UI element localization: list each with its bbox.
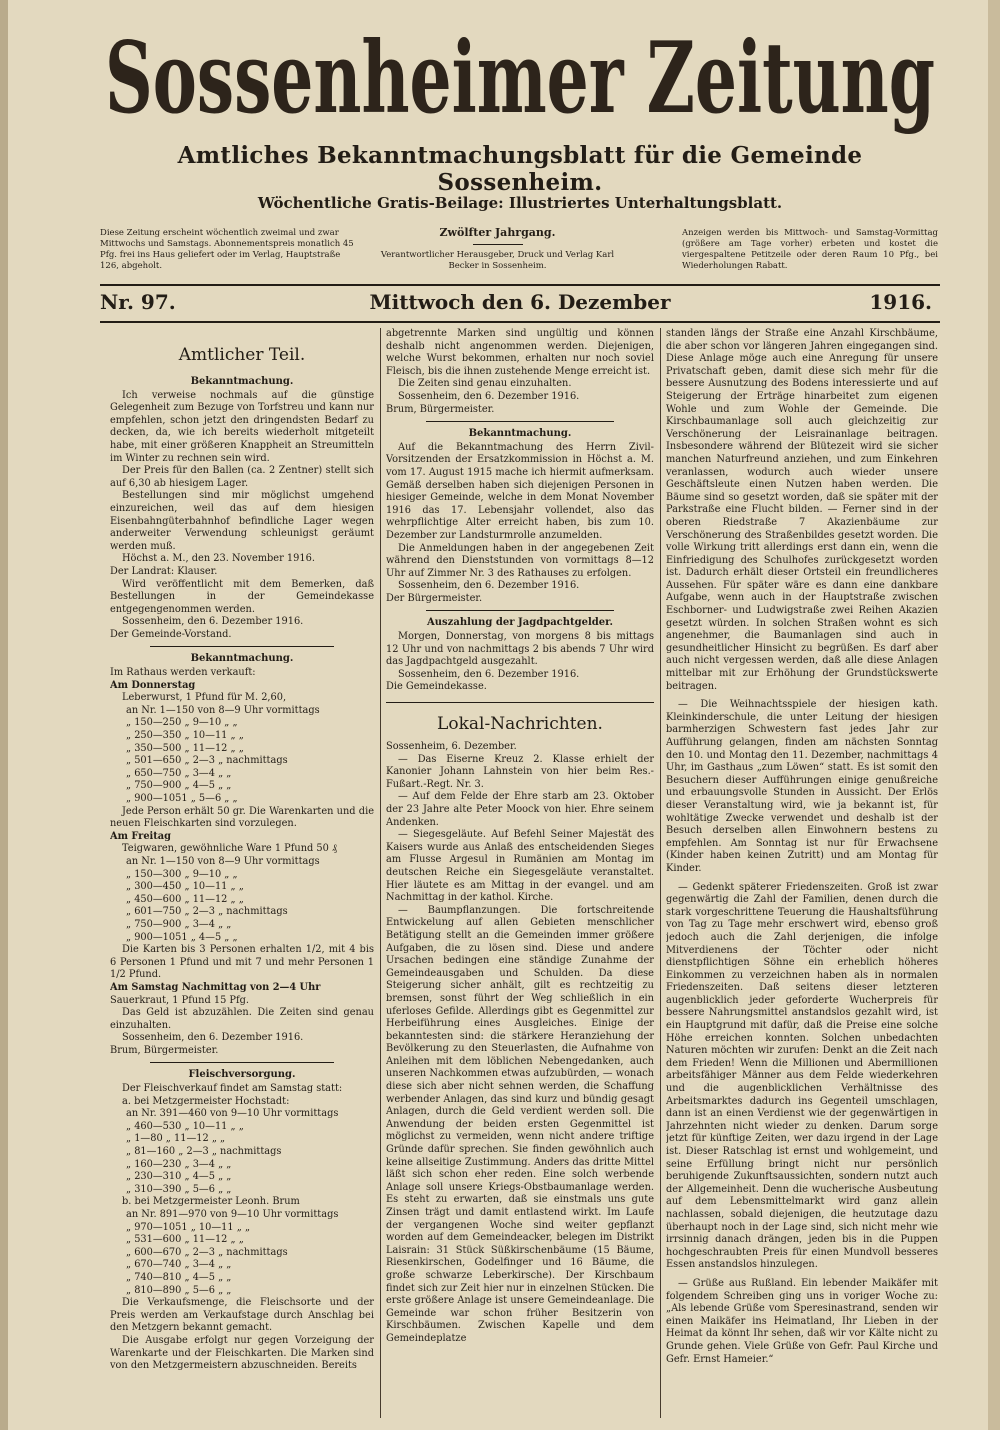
schedule-row: an Nr. 1—150 von 8—9 Uhr vormittags	[126, 855, 320, 867]
news-item: — Baumpflanzungen. Die fortschreitende Entwickelung auf allen Gebieten menschlicher Betätigung stellt an die Gemeinden immer größere Aufgaben, die zu lösen sind. Diese und andere Ursachen bedingen eine ständige Zunahme der Gemeindeausgaben und Schulden. Da diese Steigerung sicher anhält, gilt es rechtzeitig zu bremsen, sonst führt der Weg schließlich in ein uferloses Gefilde. Allerdings gibt es Gegenmittel zur Herbeiführung eines Ausgleiches. Einige der bekanntesten sind: die stärkere Heranziehung der Bevölkerung zu den Steuerlasten, die Aufnahme von Anleihen mit dem löblichen Nebengedanken, auch unseren Nachkommen etwas aufzubürden, — wonach diese sich aber nicht sehnen werden, die Schaffung werbender Anlagen, das sind kurz und bündig gesagt Anlagen, durch die Geld verdient werden soll. Die Anwendung der beiden ersten Gegenmittel ist möglichst zu vermeiden, wenn nicht andere triftige Gründe dafür sprechen. Sie finden gewöhnlich auch keine allseitige Zustimmung. Anders das dritte Mittel läßt sich schon eher reden. Eine solch werbende Anlage soll unsere Kriegs-Obstbaumanlage werden. Es steht zu erwarten, daß sie einstmals uns gute Zinsen trägt und damit entlastend wirkt. Im Laufe der vergangenen Woche sind weiter gepflanzt worden auf dem Gemeindeacker, belegen im Distrikt Laisrain: 31 Stück Süßkirschenbäume (15 Bäume, Riesenkirschen, Godelfinger und 16 Bäume, die große schwarze Leberkirsche). Der Kirschbaum findet sich zur Zeit hier nur in einzelnen Stücken. Die erste größere Anlage ist unsere Gemeindeanlage. Die Gemeinde war schon früher Besitzerin von Kirschbäumen. Zwischen Kapelle und dem Gemeindeplatze	[386, 904, 654, 1344]
dateline	[100, 290, 940, 320]
notice-heading: Bekanntmachung.	[190, 653, 294, 665]
notice-paragraph: Die Verkaufsmenge, die Fleischsorte und der Preis werden am Verkaufstage durch Anschlag bei den Metzgern bekannt gemacht.	[110, 1297, 374, 1334]
notice-paragraph: Die Karten bis 3 Personen erhalten 1/2, mit 4 bis 6 Personen 1 Pfund und mit 7 und mehr Personen 1 1/2 Pfund.	[110, 944, 374, 981]
notice-day: Am Samstag Nachmittag von 2—4 Uhr	[110, 981, 321, 993]
page-edge-right	[988, 0, 1000, 1430]
schedule-list-hochstadt	[110, 1108, 374, 1196]
notice-day: Am Donnerstag	[110, 679, 196, 691]
news-item: — Auf dem Felde der Ehre starb am 23. Oktober der 23 Jahre alte Peter Moock von hier. Ehre seinem Andenken.	[386, 791, 654, 828]
notice-separator	[426, 421, 614, 422]
notice-signature: Brum, Bürgermeister.	[110, 1044, 219, 1056]
schedule-row: „ 810—890 „ 5—6 „ „	[126, 1284, 232, 1296]
notice-paragraph: Die Ausgabe erfolgt nur gegen Vorzeigung der Warenkarte und der Fleischkarten. Die Marken sind von den Metzgermeistern abzuschneiden. Bereits	[110, 1334, 374, 1372]
schedule-row: „ 150—300 „ 9—10 „ „	[126, 868, 238, 880]
notice-place: Sossenheim, den 6. Dezember 1916.	[398, 580, 580, 592]
section-lokal-nachrichten: Lokal-Nachrichten.	[437, 714, 603, 735]
schedule-row: an Nr. 1—150 von 8—9 Uhr vormittags	[126, 704, 320, 716]
news-dateline: Sossenheim, 6. Dezember.	[386, 741, 517, 753]
news-item: — Grüße aus Rußland. Ein lebender Maikäfer mit folgendem Schreiben ging uns in voriger Woche zu: „Als lebende Grüße vom Speresinastrand, senden wir einen Maikäfer ins Heimatland, Ihr Lieben in der Heimat da könnt Ihr sehen, daß wir vor Kälte nicht zu Grunde gehen. Viele Grüße von Gefr. Paul Kirche und Gefr. Ernst Hameier.“	[666, 1277, 938, 1365]
schedule-row: „ 900—1051 „ 4—5 „ „	[126, 931, 238, 943]
news-item: — Siegesgeläute. Auf Befehl Seiner Majestät des Kaisers wurde aus Anlaß des entscheidenden Sieges am Flusse Argesul in Rumänien am Montag im deutschen Reiche ein Siegesgeläute veranstaltet. Hier läutete es am Mittag in der evangel. und am Nachmittag in der kathol. Kirche.	[386, 829, 654, 904]
notice-paragraph: Morgen, Donnerstag, von morgens 8 bis mittags 12 Uhr und von nachmittags 2 bis abends 7 Uhr wird das Jagdpachtgeld ausgezahlt.	[386, 631, 654, 668]
notice-paragraph: abgetrennte Marken sind ungültig und können deshalb nicht angenommen werden. Diejenigen, welche Wurst bekommen, erhalten nur noch soviel Fleisch, bis die ihnen zustehende Menge erreicht ist.	[386, 328, 654, 377]
notice-place: Höchst a. M., den 23. November 1916.	[122, 553, 315, 565]
notice-signature: Der Bürgermeister.	[386, 592, 483, 604]
notice-paragraph: Wird veröffentlicht mit dem Bemerken, daß Bestellungen in der Gemeindekasse entgegengenommen werden.	[110, 578, 374, 615]
schedule-row: „ 160—230 „ 3—4 „ „	[126, 1158, 232, 1170]
info-jahrgang: Zwölfter Jahrgang.	[439, 226, 556, 239]
schedule-row: „ 150—250 „ 9—10 „ „	[126, 717, 238, 729]
masthead-title-svg	[100, 16, 940, 136]
notice-place: Sossenheim, den 6. Dezember 1916.	[122, 1032, 304, 1044]
schedule-row: „ 670—740 „ 3—4 „ „	[126, 1259, 232, 1271]
notice-place: Sossenheim, den 6. Dezember 1916.	[398, 390, 580, 402]
notice-signature: Die Gemeindekasse.	[386, 681, 487, 693]
notice-place: Sossenheim, den 6. Dezember 1916.	[122, 616, 304, 628]
notice-paragraph: Bestellungen sind mir möglichst umgehend einzureichen, weil das auf dem hiesigen Eisenbahngüterbahnhof befindliche Lager wegen anderweiter Verwendung schleunigst geräumt werden muß.	[110, 490, 374, 552]
schedule-row: „ 350—500 „ 11—12 „ „	[126, 742, 244, 754]
schedule-row: „ 740—810 „ 4—5 „ „	[126, 1271, 232, 1283]
notice-paragraph: Das Geld ist abzuzählen. Die Zeiten sind genau einzuhalten.	[110, 1007, 374, 1031]
notice-day: Am Freitag	[110, 830, 172, 842]
schedule-row: „ 1—80 „ 11—12 „ „	[126, 1133, 226, 1145]
schedule-row: „ 450—600 „ 11—12 „ „	[126, 893, 244, 905]
schedule-row: „ 250—350 „ 10—11 „ „	[126, 730, 244, 742]
column-2	[386, 328, 654, 1418]
info-subscription: Diese Zeitung erscheint wöchentlich zweimal und zwar Mittwochs und Samstags. Abonnementspreis monatlich 45 Pfg. frei ins Haus geliefert oder im Verlag, Hauptstraße 126, abgeholt.	[100, 228, 354, 271]
schedule-row: „ 750—900 „ 4—5 „ „	[126, 780, 232, 792]
masthead	[100, 16, 940, 136]
notice-intro: Im Rathaus werden verkauft:	[110, 667, 256, 679]
schedule-row: an Nr. 391—460 von 9—10 Uhr vormittags	[126, 1108, 339, 1120]
notice-heading: Bekanntmachung.	[190, 376, 294, 387]
schedule-row: „ 650—750 „ 3—4 „ „	[126, 767, 232, 779]
schedule-row: „ 600—670 „ 2—3 „ nachmittags	[126, 1246, 288, 1258]
notice-signature: Der Landrat: Klauser.	[110, 565, 218, 577]
notice-separator	[150, 1062, 334, 1063]
schedule-row: „ 230—310 „ 4—5 „ „	[126, 1171, 232, 1183]
notice-heading: Auszahlung der Jagdpachtgelder.	[427, 617, 613, 629]
news-item: — Die Weihnachtsspiele der hiesigen kath. Kleinkinderschule, die unter Leitung der hiesigen barmherzigen Schwestern fast jedes Jahr zur Aufführung gelangen, finden am nächsten Sonntag den 10. und Montag den 11. Dezember, nachmittags 4 Uhr, im Gasthaus „zum Löwen“ statt. Es ist somit den Besuchern dieser Aufführungen einige genußreiche und erbauungsvolle Stunden in Aussicht. Der Erlös dieser Veranstaltung wird, wie ja bekannt ist, für wohltätige Zwecke verwendet und deshalb ist der Besuch derselben allen Einwohnern bestens zu empfehlen. Am Sonntag ist nur für Erwachsene (Kinder haben keinen Zutritt) und am Montag für Kinder.	[666, 699, 938, 874]
issue-number: Nr. 97.	[100, 290, 176, 314]
schedule-row: „ 900—1051 „ 5—6 „ „	[126, 793, 238, 804]
notice-item: Leberwurst, 1 Pfund für M. 2,60,	[122, 692, 287, 704]
schedule-row: „ 501—650 „ 2—3 „ nachmittags	[126, 755, 288, 767]
issue-date: Mittwoch den 6. Dezember	[369, 290, 671, 314]
info-ads: Anzeigen werden bis Mittwoch- und Samstag-Vormittag (größere am Tage vorher) erbeten und kostet die viergespaltene Petitzeile oder deren Raum 10 Pfg., bei Wiederholungen Rabatt.	[682, 228, 938, 271]
schedule-list-brum	[110, 1209, 374, 1297]
info-publisher	[370, 226, 625, 272]
notice-signature: Brum, Bürgermeister.	[386, 403, 495, 415]
notice-separator	[150, 646, 334, 647]
schedule-row: „ 531—600 „ 11—12 „ „	[126, 1234, 244, 1246]
notice-paragraph: Auf die Bekanntmachung des Herrn Zivil-Vorsitzenden der Ersatzkommission in Höchst a. M. vom 17. August 1915 mache ich hiermit aufmerksam. Gemäß derselben haben sich diejenigen Personen in hiesiger Gemeinde, welche in dem Monat November 1916 das 17. Lebensjahr vollendet, also das wehrpflichtige Alter erreicht haben, bis zum 10. Dezember zur Landsturmrolle anzumelden.	[386, 441, 654, 541]
schedule-row: „ 460—530 „ 10—11 „ „	[126, 1120, 244, 1132]
notice-signature: Der Gemeinde-Vorstand.	[110, 628, 232, 640]
column-1	[110, 328, 374, 1418]
notice-paragraph: Die Anmeldungen haben in der angegebenen Zeit während den Dienststunden von vormittags 8—12 Uhr auf Zimmer Nr. 3 des Rathauses zu erfolgen.	[386, 542, 654, 579]
schedule-list-leberwurst	[110, 705, 374, 806]
schedule-row: „ 970—1051 „ 10—11 „ „	[126, 1221, 251, 1233]
notice-heading: Bekanntmachung.	[468, 428, 572, 440]
info-verlag: Verantwortlicher Herausgeber, Druck und Verlag Karl Becker in Sossenheim.	[380, 250, 615, 271]
masthead-subtitle: Amtliches Bekanntmachungsblatt für die Gemeinde Sossenheim.	[177, 142, 863, 196]
notice-heading: Fleischversorgung.	[188, 1069, 296, 1081]
schedule-row: „ 310—390 „ 5—6 „ „	[126, 1183, 232, 1195]
header-rule-bottom	[100, 321, 940, 323]
news-item: — Das Eiserne Kreuz 2. Klasse erhielt der Kanonier Johann Lahnstein von hier beim Res.-Fußart.-Regt. Nr. 3.	[386, 753, 654, 790]
column-divider-1	[380, 328, 381, 1418]
notice-item: a. bei Metzgermeister Hochstadt:	[122, 1095, 290, 1107]
column-3	[666, 328, 938, 1418]
notice-intro: Der Fleischverkauf findet am Samstag statt:	[122, 1083, 343, 1095]
notice-item: Sauerkraut, 1 Pfund 15 Pfg.	[110, 994, 250, 1006]
schedule-row: an Nr. 891—970 von 9—10 Uhr vormittags	[126, 1209, 339, 1220]
notice-separator	[426, 610, 614, 611]
notice-item: Teigwaren, gewöhnliche Ware 1 Pfund 50 ₰	[122, 843, 337, 855]
notice-paragraph: Ich verweise nochmals auf die günstige Gelegenheit zum Bezuge von Torfstreu und kann nur empfehlen, schon jetzt den dringendsten Bedarf zu decken, da, wie ich bereits wiederholt mitgeteilt habe, mit einer größeren Knappheit an Streumitteln im Winter zu rechnen sein wird.	[110, 389, 374, 464]
schedule-row: „ 750—900 „ 3—4 „ „	[126, 918, 232, 930]
schedule-row: „ 601—750 „ 2—3 „ nachmittags	[126, 906, 288, 918]
column-divider-2	[660, 328, 661, 1418]
issue-year: 1916.	[869, 290, 932, 314]
notice-paragraph: Die Zeiten sind genau einzuhalten.	[398, 378, 572, 390]
page-edge-left	[0, 0, 8, 1430]
masthead-beilage: Wöchentliche Gratis-Beilage: Illustriertes Unterhaltungsblatt.	[257, 194, 783, 212]
news-item: standen längs der Straße eine Anzahl Kirschbäume, die aber schon vor längeren Jahren eingegangen sind. Diese Anlage möge auch eine Anregung für unsere Privatschaft geben, damit diese sich mehr für die bessere Ausnutzung des Bodens interessierte und auf Steigerung der Erträge hinarbeitet zum eigenen Wohle und zum Wohle der Gemeinde. Die Kirschbaumanlage soll auch gleichzeitig zur Verschönerung der Leisrainanlage beitragen. Insbesondere während der Blütezeit wird sie sicher manchen Naturfreund anziehen, und zum Einkehren veranlassen, wodurch auch wieder unsere Geschäftsleute einen Nutzen haben werden. Die Bäume sind so gesetzt worden, daß sie später mit der Parkstraße eine Flucht bilden. — Ferner sind in der oberen Riedstraße 7 Akazienbäume zur Verschönerung des Straßenbildes gesetzt worden. Die volle Wirkung tritt allerdings erst dann ein, wenn die Einfriedigung des Schulhofes zurückgesetzt worden ist. Dadurch erhält dieser Ortsteil ein freundlicheres Aussehen. Für später wäre es dann eine dankbare Aufgabe, wenn auch in der Hauptstraße zwischen Eschborner- und Ludwigstraße zwei Reihen Akazien gesetzt würden. In solchen Straßen wohnt es sich angenehmer, die Baumanlagen sind auch in gesundheitlicher Hinsicht zu begrüßen. Es darf aber auch nicht vergessen werden, daß alle diese Anlagen mittelbar mit zur Erhöhung der Grundstückswerte beitragen.	[666, 328, 938, 692]
notice-paragraph: Der Preis für den Ballen (ca. 2 Zentner) stellt sich auf 6,30 ab hiesigem Lager.	[110, 465, 374, 489]
section-separator	[386, 702, 654, 703]
schedule-list-teigwaren	[110, 856, 374, 944]
news-item: — Gedenkt späterer Friedenszeiten. Groß ist zwar gegenwärtig die Zahl der Familien, denen durch die stark vorgeschrittene Teuerung die Haushaltsführung von Tag zu Tage mehr erschwert wird, ebenso groß jedoch auch die Zahl derjenigen, die infolge Mitverdienens der Töchter oder nicht dienstpflichtigen Söhne ein erheblich höheres Einkommen zu verzeichnen haben als in normalen Friedenszeiten. Daß seitens dieser letzteren augenblicklich jeder geforderte Wucherpreis für bessere Nahrungsmittel anstandslos gezahlt wird, ist ein Hauptgrund mit dafür, daß die Preise eine solche Höhe erreichen konnten. Solchen unbedachten Naturen möchten wir zurufen: Denkt an die Zeit nach dem Frieden! Wenn die Millionen und Abermillionen arbeitsfähiger Männer aus dem Felde wiederkehren und die augenblicklichen Verhältnisse des Arbeitsmarktes dadurch ins Gegenteil umschlagen, dann ist an einen Verdienst wie der gegenwärtigen in Jahrzehnten nicht wieder zu denken. Darum sorge jetzt für künftige Zeiten, wer dazu irgend in der Lage ist. Dieser Ratschlag ist ernst und wohlgemeint, und seine Erfüllung bringt nicht nur persönlich beruhigende Zukunftsaussichten, sondern nutzt auch der Allgemeinheit. Denn die wucherische Ausbeutung auf dem Lebensmittelmarkt wird ganz allein nachlassen, sobald diejenigen, die heutzutage dazu überhaupt noch in der Lage sind, sich nicht mehr wie irrsinnig danach drängen, jeden bis in die Puppen hochgeschraubten Preis für einen Mundvoll besseres Essen anstandslos hinzulegen.	[666, 881, 938, 1271]
schedule-row: „ 81—160 „ 2—3 „ nachmittags	[126, 1146, 282, 1158]
header-rule-top	[100, 284, 940, 286]
info-divider	[473, 244, 523, 245]
notice-place: Sossenheim, den 6. Dezember 1916.	[398, 668, 580, 680]
section-amtlicher-teil: Amtlicher Teil.	[178, 345, 306, 365]
notice-paragraph: Jede Person erhält 50 gr. Die Warenkarten und die neuen Fleischkarten sind vorzulegen.	[110, 805, 374, 830]
schedule-row: „ 300—450 „ 10—11 „ „	[126, 881, 244, 893]
masthead-title: Sossenheimer Zeitung	[105, 21, 935, 136]
notice-item: b. bei Metzgermeister Leonh. Brum	[122, 1196, 300, 1208]
